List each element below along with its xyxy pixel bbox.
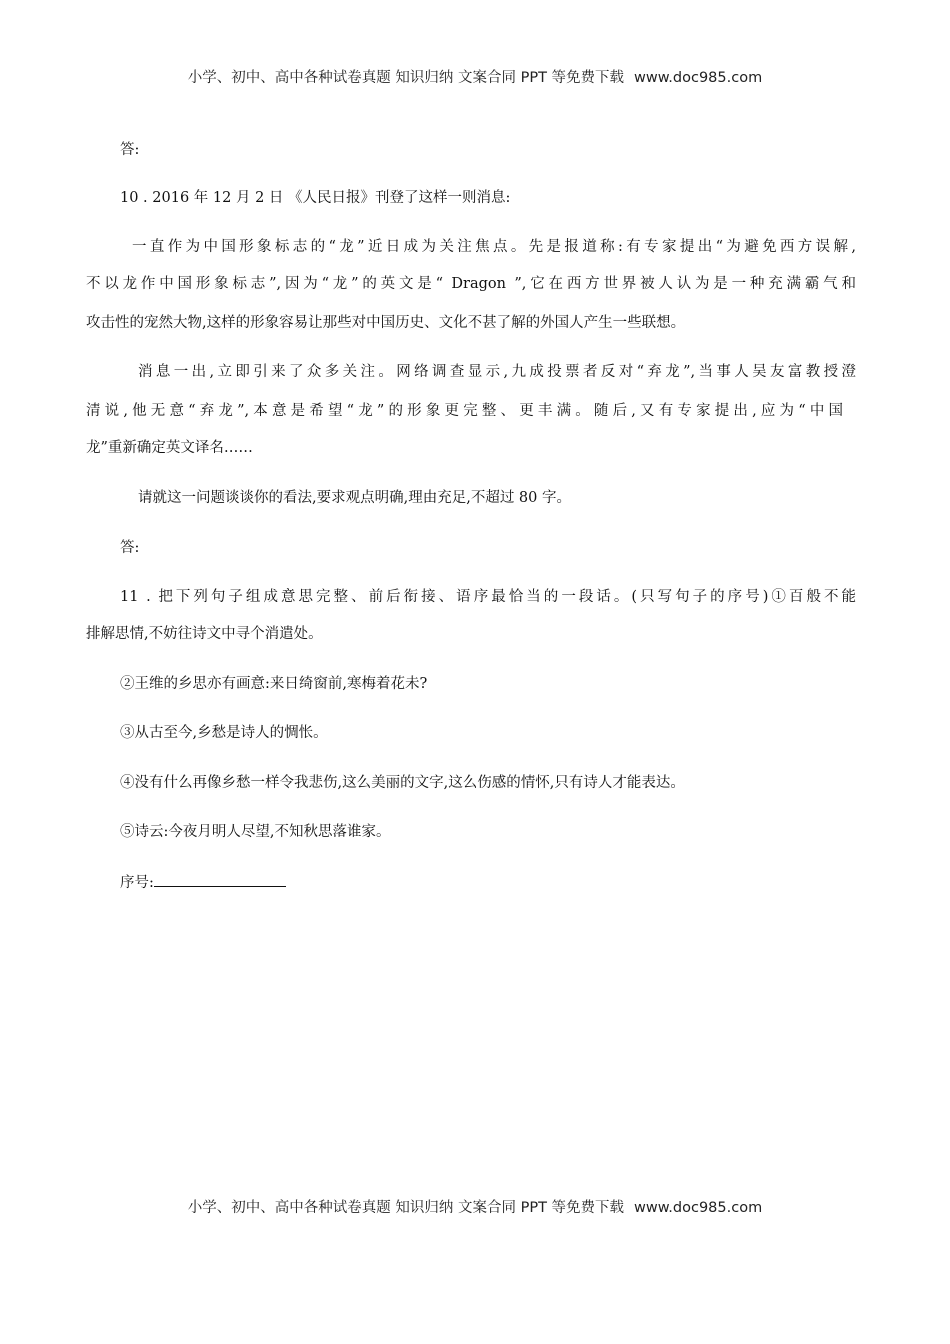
header-text: 小学、初中、高中各种试卷真题 知识归纳 文案合同 PPT 等免费下载 [187, 70, 625, 86]
sentence-5: ⑤诗云:今夜月明人尽望,不知秋思落谁家。 [120, 824, 391, 840]
q10-paragraph-2-line-3: 龙”重新确定英文译名…… [86, 440, 253, 456]
answer-label: 答: [120, 142, 140, 158]
question-10-title: 10 . 2016 年 12 月 2 日 《人民日报》刊登了这样一则消息: [120, 190, 511, 206]
sentence-4: ④没有什么再像乡愁一样令我悲伤,这么美丽的文字,这么伤感的情怀,只有诗人才能表达。 [120, 775, 685, 791]
question-11-line-1: 11 . 把下列句子组成意思完整、前后衔接、语序最恰当的一段话。(只写句子的序号)①百般不能 [120, 589, 856, 605]
header-url: www.doc985.com [634, 70, 763, 86]
page-header [0, 66, 950, 87]
q10-answer-label: 答: [120, 540, 140, 556]
q10-paragraph-1-line-1: 一直作为中国形象标志的“龙”近日成为关注焦点。先是报道称:有专家提出“为避免西方误解, [132, 239, 856, 255]
page-footer [0, 1196, 950, 1217]
q10-paragraph-1-line-3: 攻击性的宠然大物,这样的形象容易让那些对中国历史、文化不甚了解的外国人产生一些联想。 [86, 315, 686, 331]
sentence-2: ②王维的乡思亦有画意:来日绮窗前,寒梅着花未? [120, 676, 428, 692]
order-label: 序号: [120, 875, 154, 891]
order-answer-blank[interactable] [154, 872, 286, 887]
sentence-3: ③从古至今,乡愁是诗人的惆怅。 [120, 725, 328, 741]
q10-prompt: 请就这一问题谈谈你的看法,要求观点明确,理由充足,不超过 80 字。 [138, 490, 571, 506]
footer-text: 小学、初中、高中各种试卷真题 知识归纳 文案合同 PPT 等免费下载 [187, 1200, 625, 1216]
q10-paragraph-1-line-2: 不以龙作中国形象标志”,因为“龙”的英文是“ Dragon ”,它在西方世界被人认为是一种充满霸气和 [86, 276, 856, 292]
order-answer-line [120, 872, 286, 893]
footer-url: www.doc985.com [634, 1200, 763, 1216]
q10-paragraph-2-line-1: 消息一出,立即引来了众多关注。网络调查显示,九成投票者反对“弃龙”,当事人吴友富教授澄 [138, 364, 856, 380]
question-11-line-2: 排解思情,不妨往诗文中寻个消遣处。 [86, 626, 323, 642]
q10-paragraph-2-line-2: 清说,他无意“弃龙”,本意是希望“龙”的形象更完整、更丰满。随后,又有专家提出,应为“中国 [86, 403, 843, 419]
